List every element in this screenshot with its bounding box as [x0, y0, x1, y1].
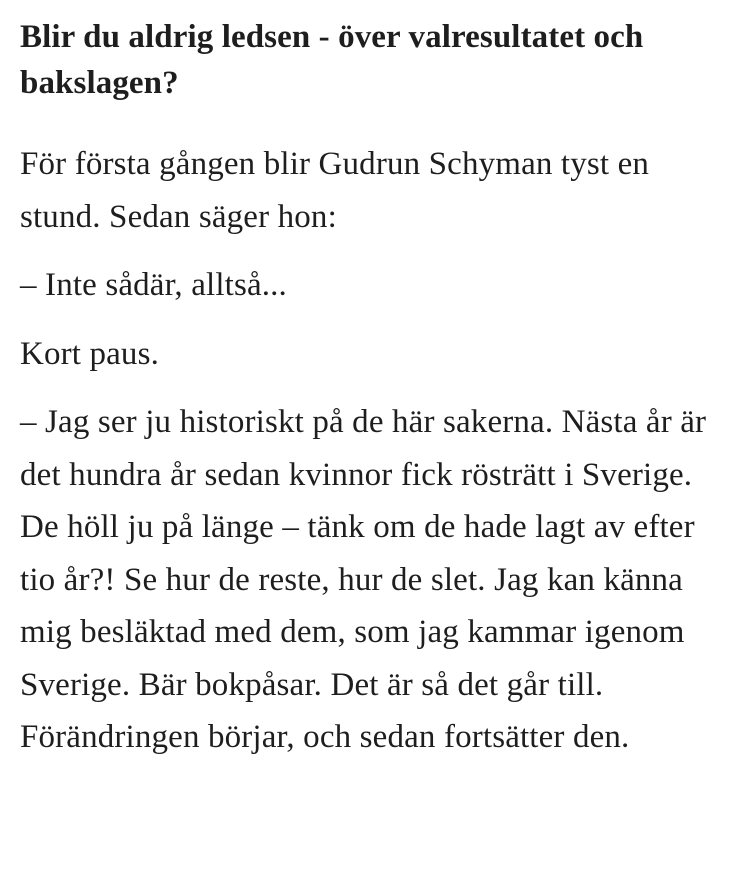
article-excerpt: [20, 14, 735, 764]
article-question-heading: Blir du aldrig ledsen - över valresultatet och bakslagen?: [20, 19, 644, 101]
article-paragraph-intro: För första gången blir Gudrun Schyman tyst en stund. Sedan säger hon:: [20, 146, 650, 235]
article-paragraph-quote-start: – Inte sådär, alltså...: [20, 267, 287, 303]
article-paragraph-pause: Kort paus.: [20, 335, 159, 372]
article-paragraph-quote-main: – Jag ser ju historiskt på de här sakerna. Nästa år är det hundra år sedan kvinnor fick rösträtt i Sverige. De höll ju på länge – tänk om de hade lagt av efter tio år?! Se hur de reste, hur de slet. Jag kan känna mig besläktad med dem, som jag kammar igenom Sverige. Bär bokpåsar. Det är så det går till. Förändringen börjar, och sedan fortsätter den.: [20, 404, 707, 755]
